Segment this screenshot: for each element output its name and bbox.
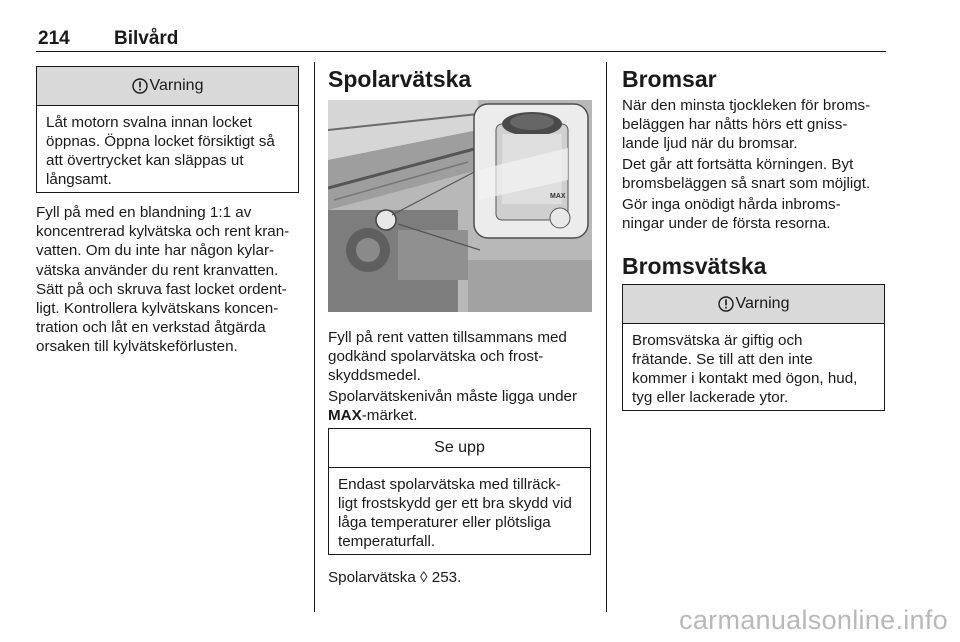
text-line: Gör inga onödigt hårda inbroms- [622, 196, 841, 213]
text-line: ligt. Kontrollera kylvätskans koncen- [36, 300, 279, 318]
reference-text: Spolarvätska [328, 569, 416, 586]
warning-header [37, 67, 298, 106]
column-divider-2 [606, 62, 607, 612]
text-line: ningar under de första resorna. [622, 215, 831, 233]
coolant-warning-box [36, 66, 299, 193]
text-line: lande ljud när du bromsar. [622, 135, 798, 153]
washer-fluid-heading: Spolarvätska [328, 66, 472, 92]
caution-line: ligt frostskydd ger ett bra skydd vid [338, 495, 572, 512]
text-line: Sätt på och skruva fast locket ordent- [36, 280, 287, 298]
text-line: tration och låt en verkstad åtgärda [36, 319, 266, 337]
warning-line: tyg eller lackerade ytor. [632, 389, 789, 406]
text-line: Det går att fortsätta körningen. Byt [622, 156, 854, 173]
text-line: godkänd spolarvätska och frost- [328, 348, 544, 366]
coolant-paragraph [36, 203, 306, 357]
text-line: orsaken till kylvätskeförlusten. [36, 338, 238, 356]
brakes-para-3 [622, 195, 892, 233]
text-line: skyddsmedel. [328, 367, 421, 385]
washer-para-1 [328, 328, 598, 386]
warning-icon [132, 78, 148, 94]
caution-line: temperaturfall. [338, 533, 436, 550]
brake-fluid-warning-box [622, 284, 885, 411]
warning-line: Låt motorn svalna innan locket [46, 114, 252, 131]
warning-line: frätande. Se till att den inte [632, 351, 813, 368]
max-mark-label: MAX [550, 193, 566, 200]
text-line: vatten. Om du inte har någon kylar- [36, 242, 275, 260]
brake-fluid-heading: Bromsvätska [622, 253, 767, 279]
warning-line: att övertrycket kan släppas ut [46, 152, 244, 169]
watermark: carmanualsonline.info [679, 605, 948, 635]
warning-body [37, 106, 298, 197]
text-line: Fyll på rent vatten tillsammans med [328, 329, 567, 346]
engine-bay-photo [328, 100, 592, 312]
warning-icon [718, 296, 734, 312]
warning-header [623, 285, 884, 324]
warning-line: kommer i kontakt med ögon, hud, [632, 370, 858, 387]
section-title: Bilvård [114, 28, 179, 49]
text-line [328, 406, 600, 425]
warning-line: långsamt. [46, 171, 112, 188]
warning-title: Varning [149, 77, 204, 94]
brakes-para-1 [622, 96, 892, 154]
brakes-heading: Bromsar [622, 66, 717, 92]
caution-header [329, 429, 590, 468]
column-divider-1 [314, 62, 315, 612]
caution-line: låga temperaturer eller plötsliga [338, 514, 551, 531]
text-line: bromsbeläggen så snart som möjligt. [622, 175, 871, 193]
warning-title: Varning [735, 295, 790, 312]
caution-title: Se upp [434, 439, 485, 456]
reference-page-link[interactable]: 253. [431, 569, 462, 586]
text-line: Spolarvätskenivån måste ligga under [328, 388, 578, 405]
max-rest: -märket. [361, 407, 418, 425]
text-line: koncentrerad kylvätska och rent kran- [36, 223, 290, 241]
washer-para-2 [328, 387, 600, 425]
reference-arrow-icon: ◊ [420, 569, 428, 586]
warning-line: öppnas. Öppna locket försiktigt så [46, 133, 275, 150]
caution-box [328, 428, 591, 555]
brakes-para-2 [622, 155, 892, 193]
text-line: vätska använder du rent kranvatten. [36, 261, 279, 279]
caution-body [329, 468, 590, 559]
engine-bay-illustration [328, 100, 592, 312]
page-number: 214 [38, 28, 70, 49]
text-line: När den minsta tjockleken för broms- [622, 97, 871, 114]
caution-line: Endast spolarvätska med tillräck- [338, 476, 561, 493]
warning-body [623, 324, 884, 415]
max-bold: MAX [328, 407, 362, 425]
text-line: Fyll på med en blandning 1:1 av [36, 204, 252, 221]
header-rule [36, 51, 886, 52]
text-line: beläggen har nåtts hörs ett gniss- [622, 116, 848, 134]
warning-line: Bromsvätska är giftig och [632, 332, 803, 349]
washer-reference [328, 568, 461, 587]
